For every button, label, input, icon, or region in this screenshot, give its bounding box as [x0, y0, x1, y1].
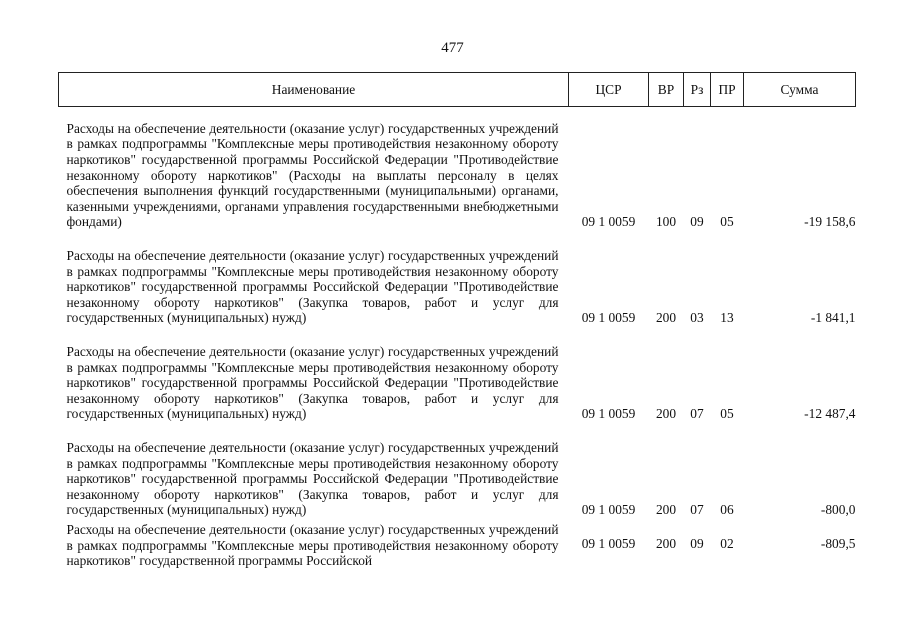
- row-vr: 200: [655, 406, 677, 421]
- row-vr: 200: [655, 310, 677, 325]
- header-csr: ЦСР: [569, 73, 649, 107]
- row-name: Расходы на обеспечение деятельности (оказание услуг) государственных учреждений в рамках подпрограммы "Комплексные меры противодействия незаконному обороту наркотиков" государственной программы Российской Федерации "Противодействие незаконному обороту наркотиков" (Закупка товаров, работ и услуг для государственных (муниципальных) нужд): [66, 344, 559, 422]
- row-pr: 05: [720, 214, 734, 229]
- header-pr: ПР: [711, 73, 744, 107]
- row-csr: 09 1 0059: [581, 502, 636, 517]
- header-rz: Рз: [684, 73, 711, 107]
- row-sum: -19 158,6: [804, 214, 856, 229]
- row-sum: -800,0: [820, 502, 856, 517]
- header-vr: ВР: [649, 73, 684, 107]
- row-rz: 07: [690, 502, 704, 517]
- row-name: Расходы на обеспечение деятельности (оказание услуг) государственных учреждений в рамках подпрограммы "Комплексные меры противодействия незаконному обороту наркотиков" государственной программы Российской Федерации "Противодействие незаконному обороту наркотиков" (Расходы на выплаты персоналу в целях обеспечения выполнения функций государственными (муниципальными) органами, казенными учреждениями, органами управления государственными внебюджетными фондами): [66, 120, 559, 230]
- row-vr: 200: [655, 502, 677, 517]
- row-name: Расходы на обеспечение деятельности (оказание услуг) государственных учреждений в рамках подпрограммы "Комплексные меры противодействия незаконному обороту наркотиков" государственной программы Российской Федерации "Противодействие незаконному обороту наркотиков" (Закупка товаров, работ и услуг для государственных (муниципальных) нужд): [66, 248, 559, 326]
- table-row: [59, 422, 856, 518]
- row-sum: -809,5: [820, 536, 856, 551]
- row-rz: 03: [690, 310, 704, 325]
- row-rz: 09: [690, 214, 704, 229]
- row-sum: -12 487,4: [804, 406, 856, 421]
- row-rz: 07: [690, 406, 704, 421]
- row-pr: 05: [720, 406, 734, 421]
- row-vr: 100: [655, 214, 677, 229]
- row-pr: 02: [720, 536, 734, 551]
- row-name: Расходы на обеспечение деятельности (оказание услуг) государственных учреждений в рамках подпрограммы "Комплексные меры противодействия незаконному обороту наркотиков" государственной программы Российской Федерации "Противодействие незаконному обороту наркотиков" (Закупка товаров, работ и услуг для государственных (муниципальных) нужд): [66, 440, 559, 518]
- row-pr: 06: [720, 502, 734, 517]
- row-csr: 09 1 0059: [581, 536, 636, 551]
- budget-table: [58, 72, 856, 570]
- header-sum: Сумма: [744, 73, 856, 107]
- row-csr: 09 1 0059: [581, 310, 636, 325]
- page-number: 477: [441, 40, 464, 56]
- row-vr: 200: [655, 536, 677, 551]
- row-name: Расходы на обеспечение деятельности (оказание услуг) государственных учреждений в рамках подпрограммы "Комплексные меры противодействия незаконному обороту наркотиков" государственной программы Российской: [66, 522, 559, 569]
- table-row: [59, 326, 856, 422]
- header-name: Наименование: [59, 73, 569, 107]
- row-csr: 09 1 0059: [581, 406, 636, 421]
- table-header-row: [59, 73, 856, 107]
- row-sum: -1 841,1: [810, 310, 856, 325]
- row-csr: 09 1 0059: [581, 214, 636, 229]
- table-row: [59, 107, 856, 231]
- row-rz: 09: [690, 536, 704, 551]
- row-pr: 13: [720, 310, 734, 325]
- table-row: [59, 518, 856, 570]
- table-row: [59, 230, 856, 326]
